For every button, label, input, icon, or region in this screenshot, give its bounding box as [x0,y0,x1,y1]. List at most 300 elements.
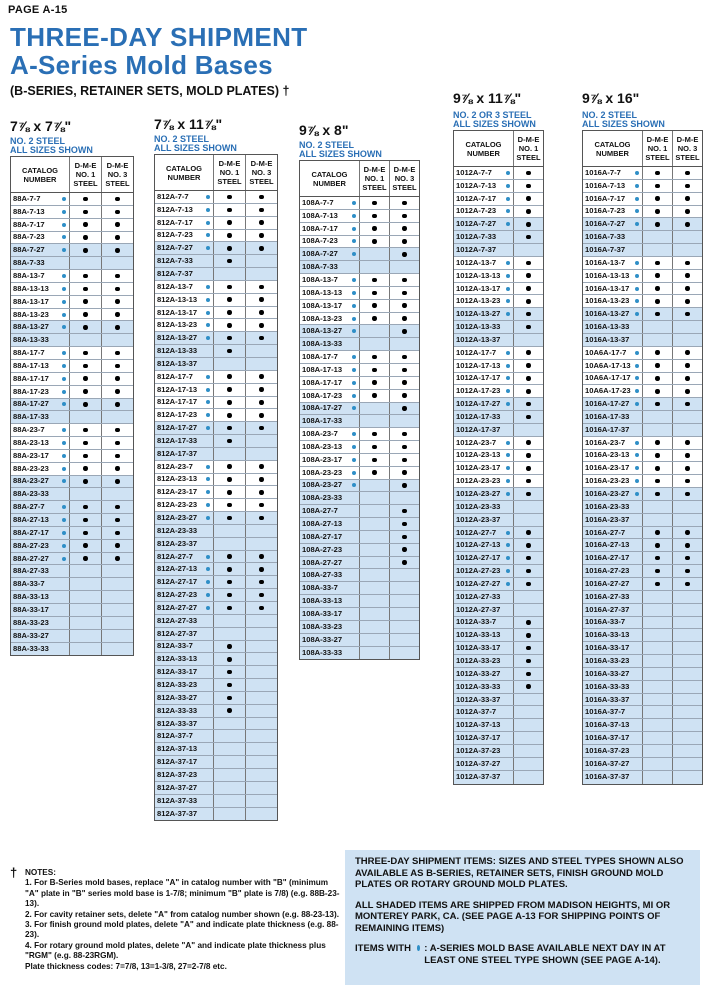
no1-steel-cell [213,358,245,370]
available-dot-icon [685,363,690,368]
available-dot-icon [655,543,660,548]
next-day-dot-icon [506,389,510,393]
no1-steel-cell [69,476,101,488]
table-row [11,232,133,245]
table-row [155,576,277,589]
catalog-number-cell [300,364,359,376]
available-dot-icon [259,426,264,431]
table-row [11,399,133,412]
table-row [583,283,702,296]
available-dot-icon [83,222,88,227]
available-dot-icon [685,440,690,445]
next-day-dot-icon [206,477,210,481]
next-day-dot-icon [352,227,356,231]
no1-steel-cell [642,334,672,346]
catalog-number: 88A-13-7 [13,270,45,280]
catalog-number-cell [155,769,213,781]
no1-steel-cell [359,480,389,492]
no3-steel-cell [101,501,133,513]
table-row [155,191,277,204]
next-day-dot-icon [206,388,210,392]
no1-steel-cell [359,415,389,427]
catalog-number: 108A-27-7 [302,506,338,516]
available-dot-icon [526,235,531,240]
catalog-number-cell [454,501,513,513]
available-dot-icon [259,233,264,238]
no1-steel-cell [359,325,389,337]
catalog-number-cell [155,551,213,563]
table-header [454,131,543,167]
table-row [300,377,419,390]
table-row [454,604,543,617]
available-dot-icon [227,246,232,251]
table-row [11,540,133,553]
table-row [300,338,419,351]
catalog-number-cell [155,602,213,614]
next-day-dot-icon [506,556,510,560]
table-row [300,492,419,505]
table-row [583,642,702,655]
next-day-dot-icon [206,298,210,302]
next-day-dot-icon [506,364,510,368]
next-day-dot-icon [635,171,639,175]
available-dot-icon [259,400,264,405]
next-day-dot-icon [352,432,356,436]
catalog-number: 1012A-33-13 [456,630,501,640]
no3-steel-cell [101,270,133,282]
no3-steel-cell [101,450,133,462]
no1-steel-cell [642,180,672,192]
catalog-number: 812A-27-37 [157,628,198,638]
no3-steel-cell [245,358,277,370]
catalog-number-cell [155,589,213,601]
catalog-number-cell [11,270,69,282]
available-dot-icon [402,535,407,540]
no1-steel-cell [213,409,245,421]
catalog-number-cell [300,480,359,492]
no3-steel-cell [245,217,277,229]
catalog-number: 812A-7-7 [157,191,189,201]
available-dot-icon [227,220,232,225]
catalog-number-cell [583,270,642,282]
next-day-dot-icon [206,208,210,212]
catalog-number: 108A-7-7 [302,197,334,207]
catalog-number-cell [155,332,213,344]
available-dot-icon [83,376,88,381]
table-row [11,270,133,283]
next-day-dot-icon [635,184,639,188]
table-row [300,531,419,544]
no3-steel-cell [101,244,133,256]
catalog-number: 108A-33-33 [302,647,343,657]
table-row [583,719,702,732]
no3-steel-cell [101,437,133,449]
no1-steel-cell [642,347,672,359]
catalog-number-cell [454,283,513,295]
no1-steel-cell [213,615,245,627]
next-day-dot-icon [506,351,510,355]
catalog-number-cell [454,424,513,436]
catalog-number: 88A-33-7 [13,579,45,589]
catalog-number: 1012A-17-27 [456,399,501,409]
table-row [155,551,277,564]
no3-steel-cell [101,527,133,539]
next-day-dot-icon [352,291,356,295]
catalog-number-cell [11,321,69,333]
table-row [583,193,702,206]
catalog-number-cell [11,296,69,308]
no3-steel-cell [101,514,133,526]
no3-steel-cell [101,347,133,359]
catalog-number-cell [583,501,642,513]
no1-steel-cell [359,210,389,222]
no3-steel-cell [389,441,419,453]
catalog-number-cell [583,360,642,372]
no1-steel-cell [513,617,543,629]
catalog-number-cell [300,441,359,453]
no3-steel-cell [245,204,277,216]
no3-steel-cell [245,730,277,742]
catalog-number-cell [583,385,642,397]
table-row [155,679,277,692]
header-catalog-number: CATALOG NUMBER [594,139,631,158]
catalog-number: 108A-17-23 [302,390,343,400]
section-steel-note: NO. 2 STEEL [10,136,66,146]
table-row [454,617,543,630]
catalog-number: 1016A-23-23 [585,476,630,486]
no1-steel-cell [213,538,245,550]
available-dot-icon [685,389,690,394]
next-day-dot-icon [506,492,510,496]
no1-steel-cell [513,334,543,346]
no1-steel-cell [642,501,672,513]
catalog-number: 88A-17-17 [13,373,49,383]
table-row [155,743,277,756]
no3-steel-cell [101,578,133,590]
available-dot-icon [655,196,660,201]
catalog-number-cell [583,231,642,243]
catalog-number: 1016A-27-37 [585,604,630,614]
no3-steel-cell [672,706,702,718]
catalog-number-cell [583,591,642,603]
no1-steel-cell [213,461,245,473]
catalog-number: 88A-23-27 [13,476,49,486]
catalog-number-cell [11,283,69,295]
dagger-symbol: † [10,865,18,880]
catalog-number: 1012A-37-7 [456,707,497,717]
catalog-number-cell [155,730,213,742]
table-row [11,630,133,643]
table-row [583,373,702,386]
no1-steel-cell [359,287,389,299]
no3-steel-cell [672,398,702,410]
no1-steel-cell [69,244,101,256]
next-day-dot-icon [206,323,210,327]
catalog-number: 1012A-33-7 [456,617,497,627]
catalog-number: 812A-17-23 [157,410,198,420]
catalog-number: 1016A-27-17 [585,553,630,563]
table-row [155,769,277,782]
available-dot-icon [526,492,531,497]
table-row [155,217,277,230]
table-row [583,437,702,450]
available-dot-icon [115,274,120,279]
available-dot-icon [685,312,690,317]
table-row [583,462,702,475]
no1-steel-cell [642,604,672,616]
no1-steel-cell [642,694,672,706]
catalog-number: 1012A-7-37 [456,244,497,254]
table-row [583,180,702,193]
next-day-dot-icon [352,394,356,398]
table-row [583,398,702,411]
available-dot-icon [227,285,232,290]
no3-steel-cell [101,630,133,642]
table-row [155,358,277,371]
no1-steel-cell [513,167,543,179]
available-dot-icon [115,312,120,317]
catalog-number-cell [11,565,69,577]
next-day-dot-icon [506,261,510,265]
catalog-number-cell [454,488,513,500]
catalog-number: 812A-27-17 [157,577,198,587]
no1-steel-cell [69,411,101,423]
table-row [155,538,277,551]
table-header [583,131,702,167]
catalog-number: 1016A-13-23 [585,296,630,306]
catalog-number: 812A-23-27 [157,513,198,523]
catalog-number-cell [454,360,513,372]
next-day-dot-icon [635,376,639,380]
table-row [583,578,702,591]
table-row [300,608,419,621]
table-row [583,501,702,514]
next-day-dot-icon [635,197,639,201]
table-row [300,621,419,634]
no3-steel-cell [672,591,702,603]
no1-steel-cell [69,617,101,629]
next-day-dot-icon [62,377,66,381]
table-row [155,461,277,474]
available-dot-icon [227,644,232,649]
available-dot-icon [227,297,232,302]
no3-steel-cell [101,604,133,616]
available-dot-icon [655,209,660,214]
no3-steel-cell [101,424,133,436]
available-dot-icon [83,479,88,484]
catalog-number-cell [155,615,213,627]
no1-steel-cell [69,270,101,282]
catalog-number-cell [300,492,359,504]
no1-steel-cell [213,217,245,229]
table-row [155,782,277,795]
no1-steel-cell [513,719,543,731]
available-dot-icon [83,543,88,548]
available-dot-icon [655,389,660,394]
available-dot-icon [115,505,120,510]
available-dot-icon [685,556,690,561]
catalog-number-cell [583,694,642,706]
catalog-number: 812A-13-7 [157,281,193,291]
no3-steel-cell [672,437,702,449]
catalog-number-cell [155,525,213,537]
catalog-number-cell [300,248,359,260]
table-row [300,325,419,338]
catalog-number: 1012A-13-27 [456,309,501,319]
catalog-number: 108A-23-13 [302,441,343,451]
table-row [300,274,419,287]
notes-heading: NOTES: [25,868,56,877]
available-dot-icon [372,303,377,308]
table-row [11,386,133,399]
table-row [300,248,419,261]
catalog-number-cell [454,257,513,269]
no1-steel-cell [213,242,245,254]
no1-steel-cell [359,274,389,286]
no3-steel-cell [101,309,133,321]
catalog-number: 1016A-33-37 [585,694,630,704]
available-dot-icon [227,349,232,354]
no1-steel-cell [213,512,245,524]
no3-steel-cell [101,488,133,500]
catalog-number-cell [454,578,513,590]
table-row [11,193,133,206]
table-row [454,295,543,308]
catalog-number: 10A6A-17-7 [585,347,627,357]
no1-steel-cell [642,424,672,436]
catalog-number: 1016A-7-37 [585,244,626,254]
next-day-dot-icon [506,299,510,303]
catalog-number-cell [11,527,69,539]
available-dot-icon [227,606,232,611]
catalog-number: 88A-17-13 [13,360,49,370]
no1-steel-cell [69,321,101,333]
next-day-dot-icon [206,503,210,507]
next-day-dot-icon [62,287,66,291]
catalog-number: 1016A-33-23 [585,655,630,665]
available-dot-icon [227,208,232,213]
available-dot-icon [115,325,120,330]
catalog-number-cell [155,217,213,229]
table-row [11,450,133,463]
catalog-number: 1016A-37-13 [585,720,630,730]
available-dot-icon [83,505,88,510]
table-row [300,236,419,249]
available-dot-icon [259,516,264,521]
available-dot-icon [115,235,120,240]
no3-steel-cell [389,351,419,363]
available-dot-icon [402,316,407,321]
catalog-number-cell [300,569,359,581]
no1-steel-cell [213,486,245,498]
no1-steel-cell [642,539,672,551]
no3-steel-cell [389,647,419,660]
catalog-number-cell [11,373,69,385]
no1-steel-cell [359,621,389,633]
table-row [300,403,419,416]
table-row [155,486,277,499]
catalog-number: 1016A-37-23 [585,745,630,755]
no1-steel-cell [513,385,543,397]
catalog-number-cell [583,527,642,539]
table-row [300,557,419,570]
available-dot-icon [685,466,690,471]
catalog-number: 88A-33-23 [13,617,49,627]
table-row [583,552,702,565]
available-dot-icon [372,239,377,244]
next-day-dot-icon [635,441,639,445]
table-row [11,463,133,476]
no1-steel-cell [359,300,389,312]
catalog-number-cell [11,630,69,642]
catalog-number-cell [454,745,513,757]
catalog-number-cell [583,681,642,693]
available-dot-icon [259,413,264,418]
section-title: 9⅞ x 16" [582,90,640,106]
no3-steel-cell [672,629,702,641]
table-row [11,553,133,566]
catalog-number-cell [583,578,642,590]
available-dot-icon [372,214,377,219]
available-dot-icon [227,374,232,379]
catalog-number-cell [11,540,69,552]
available-dot-icon [372,393,377,398]
available-dot-icon [227,657,232,662]
available-dot-icon [259,374,264,379]
table-row [300,287,419,300]
catalog-number-cell [155,808,213,821]
available-dot-icon [526,196,531,201]
catalog-number: 1012A-17-37 [456,424,501,434]
no3-steel-cell [672,617,702,629]
catalog-number: 108A-33-17 [302,608,343,618]
table-row [454,257,543,270]
available-dot-icon [259,503,264,508]
note-2: 2. For cavity retainer sets, delete "A" from catalog number shown (e.g. 88-23-13). [25,909,339,919]
no3-steel-cell [101,399,133,411]
no3-steel-cell [672,295,702,307]
no3-steel-cell [245,692,277,704]
available-dot-icon [115,210,120,215]
next-day-dot-icon [62,557,66,561]
catalog-number: 1012A-17-13 [456,360,501,370]
available-dot-icon [83,274,88,279]
table-row [583,167,702,180]
table-row [583,257,702,270]
catalog-number: 1012A-23-37 [456,514,501,524]
catalog-number: 1012A-27-17 [456,553,501,563]
available-dot-icon [83,466,88,471]
no3-steel-cell [389,595,419,607]
info-shipment-items: THREE-DAY SHIPMENT ITEMS: SIZES AND STEEL TYPES SHOWN ALSO AVAILABLE AS B-SERIES, RETAINER SETS, FINISH GROUND MOLD PLATES OR ROTARY GROUND MOLD PLATES. [355,856,684,890]
catalog-number: 108A-23-17 [302,454,343,464]
table-row [300,364,419,377]
next-day-dot-icon [206,246,210,250]
table-row [11,501,133,514]
catalog-number-cell [11,424,69,436]
available-dot-icon [227,426,232,431]
table-row [11,296,133,309]
available-dot-icon [259,310,264,315]
no3-steel-cell [672,732,702,744]
no3-steel-cell [389,377,419,389]
no3-steel-cell [101,591,133,603]
no1-steel-cell [213,692,245,704]
catalog-number-cell [583,180,642,192]
catalog-table [582,130,703,785]
catalog-number: 1012A-7-13 [456,180,497,190]
available-dot-icon [115,531,120,536]
